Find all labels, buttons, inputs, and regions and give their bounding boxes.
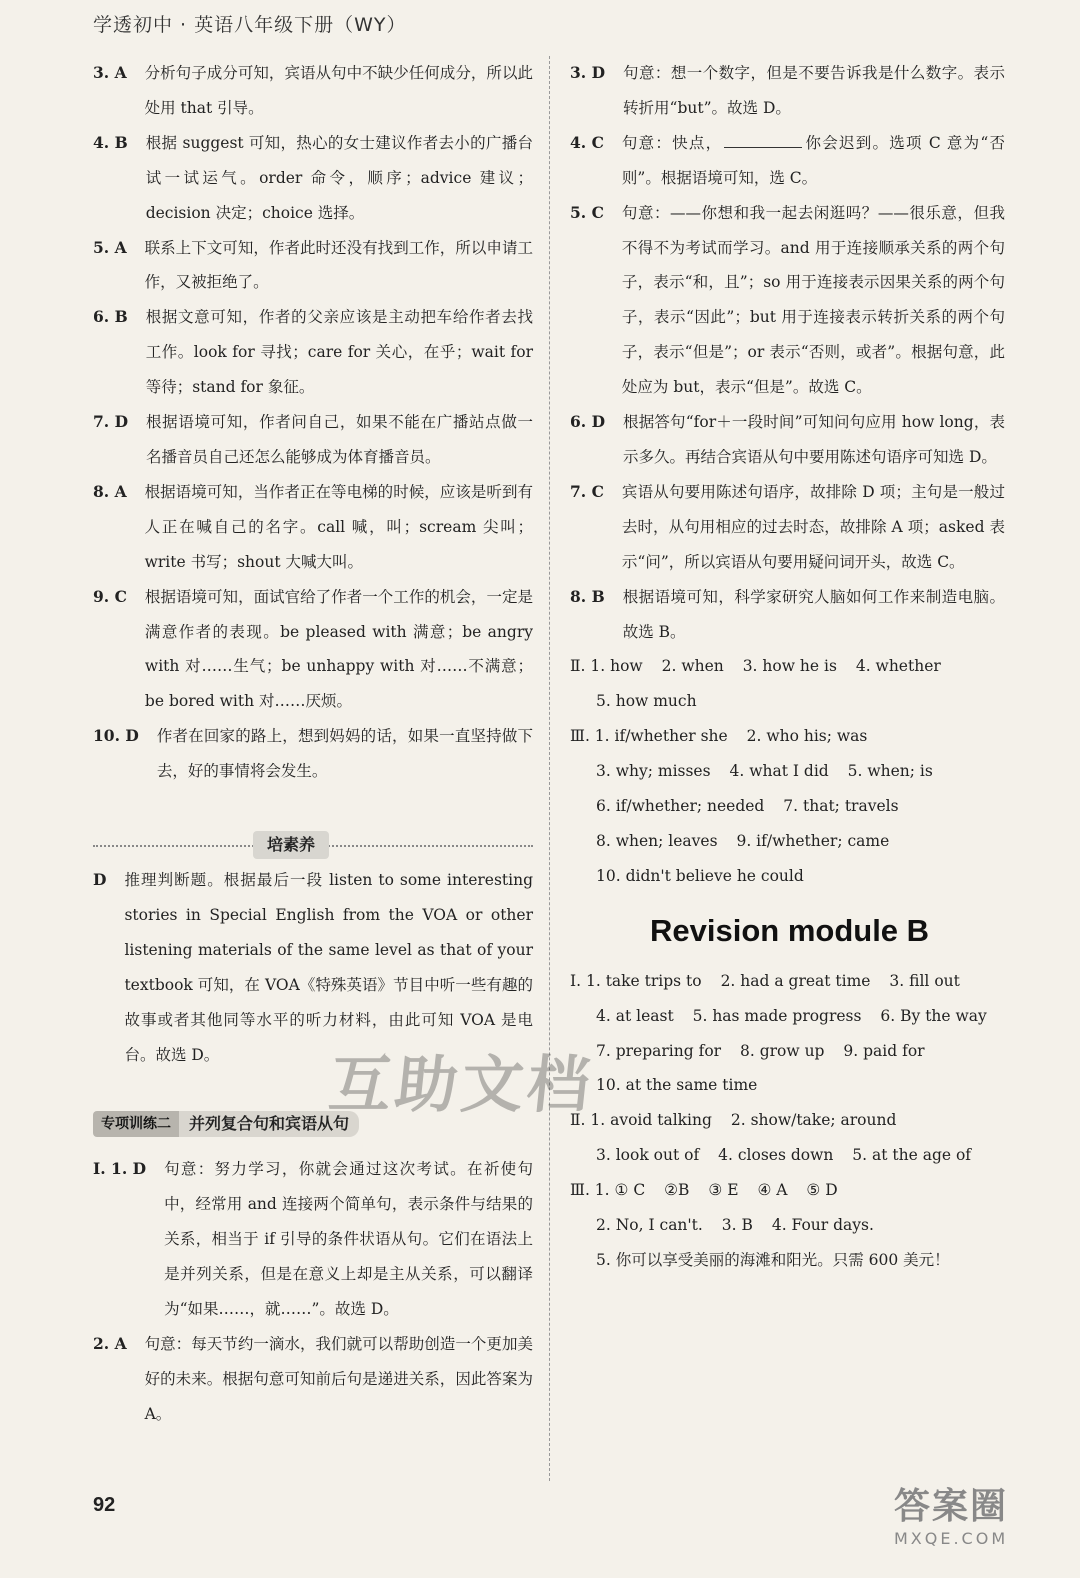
answer-number: 5. C: [570, 202, 604, 222]
left-answer-list: [93, 56, 533, 789]
answer-item: [93, 405, 533, 475]
answer-text: 分析句子成分可知，宾语从句中不缺少任何成分，所以此处用 that 引导。: [144, 64, 533, 117]
pei-su-yang-label: 培素养: [253, 831, 329, 859]
answer-item: [93, 126, 533, 231]
answer-item: [93, 231, 533, 301]
answer-number: 3. A: [93, 63, 127, 82]
answer-entry: 8. grow up: [740, 1041, 825, 1060]
answer-entry: 5. when; is: [847, 762, 933, 781]
answer-entry: 2. show/take; around: [730, 1111, 897, 1130]
answer-entry: 2. when: [661, 657, 724, 676]
answer-entry: 9. paid for: [843, 1041, 925, 1060]
answer-entry: 7. that; travels: [783, 797, 899, 816]
pei-su-yang-heading: [93, 829, 533, 863]
revision-row: [570, 1243, 1005, 1278]
answer-text-part: 句意：快点，: [621, 133, 723, 152]
part3-row: [570, 824, 1005, 859]
answer-entry: ⑤ D: [806, 1181, 838, 1200]
answer-item: [570, 126, 1005, 196]
special-answer-list: [93, 1152, 533, 1431]
revision-row: [570, 1173, 1005, 1208]
answer-number: Ⅰ. 1. D: [93, 1159, 147, 1179]
answer-text: 根据语境可知，面试官给了作者一个工作的机会，一定是满意作者的表现。be pleased with 满意；be angry with 对……生气；be unhappy with 对……不满意；be bored with 对……厌烦。: [144, 587, 533, 711]
answer-number: 6. D: [570, 412, 606, 432]
answer-entry: 10. didn't believe he could: [596, 866, 804, 885]
answer-item: [570, 475, 1005, 580]
answer-entry: 2. who his; was: [746, 727, 868, 746]
answer-entry: Ⅰ. 1. take trips to: [570, 971, 702, 990]
answer-entry: 7. preparing for: [596, 1041, 722, 1060]
answer-item: [570, 405, 1005, 475]
answer-entry: 4. what I did: [729, 762, 829, 781]
answer-number: 3. D: [570, 63, 606, 82]
answer-entry: ④ A: [757, 1181, 788, 1200]
left-column: [93, 56, 533, 1432]
answer-number: 6. B: [93, 307, 128, 327]
part3-row: [570, 754, 1005, 789]
answer-text: 根据答句“for＋一段时间”可知问句应用 how long，表示多久。再结合宾语从句中要用陈述句语序可知选 D。: [623, 413, 1005, 466]
answer-item: [93, 580, 533, 720]
answer-entry: 2. No, I can't.: [596, 1216, 703, 1235]
answer-text: 作者在回家的路上，想到妈妈的话，如果一直坚持做下去，好的事情将会发生。: [156, 727, 533, 781]
answer-text: 推理判断题。根据最后一段 listen to some interesting stories in Special English from the VOA or other listening materials of the same level as that of your textbook 可知，在 VOA《特殊英语》节目中听一些有趣的故事或者其他同等水平的听力材料，由此可知 VOA 是电台。故选 D。: [124, 871, 533, 1064]
answer-entry: Ⅲ. 1. if/whether she: [570, 727, 728, 746]
answer-entry: 5. how much: [596, 692, 697, 711]
answer-number: 4. B: [93, 132, 128, 152]
answer-item: [93, 56, 533, 126]
answer-entry: Ⅱ. 1. avoid talking: [570, 1111, 712, 1130]
revision-row: [570, 1068, 1005, 1103]
answer-entry: 6. By the way: [880, 1006, 987, 1025]
fill-blank: [724, 133, 802, 148]
answer-number: 10. D: [93, 726, 139, 746]
answer-entry: ②B: [664, 1181, 690, 1200]
answer-number: 9. C: [93, 586, 127, 606]
answer-entry: Ⅲ. 1. ① C: [570, 1181, 646, 1200]
revision-row: [570, 964, 1005, 999]
answer-number: D: [93, 870, 107, 890]
revision-row: [570, 1103, 1005, 1138]
site-watermark: [894, 1478, 1008, 1548]
answer-item: [570, 56, 1005, 126]
answer-entry: 6. if/whether; needed: [596, 797, 765, 816]
answer-entry: 5. at the age of: [852, 1146, 972, 1165]
answer-item: [93, 1327, 533, 1432]
answer-text: 根据语境可知，当作者正在等电梯的时候，应该是听到有人正在喊自己的名字。call 喊，叫；scream 尖叫；write 书写；shout 大喊大叫。: [144, 482, 533, 571]
site-watermark-url: MXQE.COM: [894, 1529, 1009, 1548]
special-section-tag: 专项训练二: [93, 1111, 179, 1137]
answer-entry: 3. B: [721, 1216, 753, 1235]
answer-number: 5. A: [93, 237, 127, 257]
answer-entry: 4. Four days.: [771, 1216, 874, 1235]
page-number: 92: [93, 1494, 116, 1516]
part3-row: [570, 789, 1005, 824]
part3-row: [570, 719, 1005, 754]
answer-entry: 5. 你可以享受美丽的海滩和阳光。只需 600 美元！: [596, 1251, 950, 1269]
answer-item: [93, 475, 533, 580]
answer-entry: 9. if/whether; came: [736, 831, 890, 850]
answer-entry: Ⅱ. 1. how: [570, 657, 643, 676]
revision-row: [570, 1208, 1005, 1243]
answer-text: 联系上下文可知，作者此时还没有找到工作，所以申请工作，又被拒绝了。: [144, 238, 533, 292]
page-header: 学透初中 · 英语八年级下册（WY）: [93, 14, 407, 36]
answer-entry: 2. had a great time: [720, 971, 871, 990]
answer-item: [93, 719, 533, 789]
answer-entry: 3. how he is: [742, 657, 837, 676]
answer-text: [622, 126, 1005, 196]
part2-row: [570, 684, 1005, 719]
answer-entry: 5. has made progress: [692, 1006, 862, 1025]
answer-text: 句意：努力学习，你就会通过这次考试。在祈使句中，经常用 and 连接两个简单句，表示条件与结果的关系，相当于 if 引导的条件状语从句。它们在语法上是并列关系，但是在意义上却是主从关系，可以翻译为“如果……，就……”。故选 D。: [164, 1160, 533, 1319]
revision-row: [570, 1034, 1005, 1069]
answer-text: 根据文意可知，作者的父亲应该是主动把车给作者去找工作。look for 寻找；care for 关心，在乎；wait for 等待；stand for 象征。: [145, 308, 533, 397]
answer-text: 句意：——你想和我一起去闲逛吗？——很乐意，但我不得不为考试而学习。and 用于连接顺承关系的两个句子，表示“和，且”；so 用于连接表示因果关系的两个句子，表示“因此”；but 用于连接表示转折关系的两个句子，表示“但是”；or 表示“否则，或者”。根据句意，此处应为 but，表示“但是”。故选 C。: [621, 203, 1005, 397]
answer-entry: 4. whether: [855, 657, 941, 676]
revision-row: [570, 999, 1005, 1034]
answer-text: 根据语境可知，作者问自己，如果不能在广播站点做一名播音员自己还怎么能够成为体育播音员。: [146, 413, 533, 466]
answer-entry: 4. closes down: [718, 1146, 834, 1165]
answer-text-part: 你会迟到。选项 C 意为“否则”。根据语境可知，选 C。: [621, 133, 1005, 187]
part3-row: [570, 859, 1005, 894]
answer-entry: ③ E: [708, 1181, 739, 1200]
answer-number: 4. C: [570, 132, 604, 152]
answer-text: 根据 suggest 可知，热心的女士建议作者去小的广播台试一试运气。order 命令，顺序；advice 建议；decision 决定；choice 选择。: [145, 133, 533, 222]
right-column: [570, 56, 1005, 1278]
answer-entry: 10. at the same time: [596, 1076, 758, 1095]
revision-row: [570, 1138, 1005, 1173]
column-divider: [549, 56, 550, 1481]
answer-item: [570, 196, 1005, 405]
site-watermark-title: 答案圈: [894, 1486, 1009, 1527]
answer-text: 句意：想一个数字，但是不要告诉我是什么数字。表示转折用“but”。故选 D。: [623, 64, 1005, 117]
answer-number: 8. A: [93, 481, 127, 501]
answer-item: [570, 580, 1005, 650]
answer-number: 8. B: [570, 586, 605, 606]
answer-entry: 8. when; leaves: [596, 831, 718, 850]
answer-entry: 4. at least: [596, 1006, 674, 1025]
special-section-title: 并列复合句和宾语从句: [179, 1111, 359, 1137]
answer-text: 根据语境可知，科学家研究人脑如何工作来制造电脑。故选 B。: [622, 587, 1005, 641]
revision-module-title: Revision module B: [650, 912, 930, 948]
answer-entry: 3. fill out: [889, 971, 960, 990]
watermark-logo: 互助文档: [325, 1048, 598, 1121]
part2-row: [570, 649, 1005, 684]
answer-item: [93, 1152, 533, 1327]
answer-text: 宾语从句要用陈述句语序，故排除 D 项；主句是一般过去时，从句用相应的过去时态，故排除 A 项；asked 表示“问”，所以宾语从句要用疑问词开头，故选 C。: [621, 482, 1005, 571]
answer-item: [93, 300, 533, 405]
answer-number: 7. D: [93, 412, 129, 432]
answer-number: 7. C: [570, 481, 604, 501]
answer-entry: 3. look out of: [596, 1146, 700, 1165]
answer-text: 句意：每天节约一滴水，我们就可以帮助创造一个更加美好的未来。根据句意可知前后句是递进关系，因此答案为 A。: [144, 1335, 533, 1423]
answer-entry: 3. why; misses: [596, 762, 711, 781]
answer-number: 2. A: [93, 1334, 127, 1353]
